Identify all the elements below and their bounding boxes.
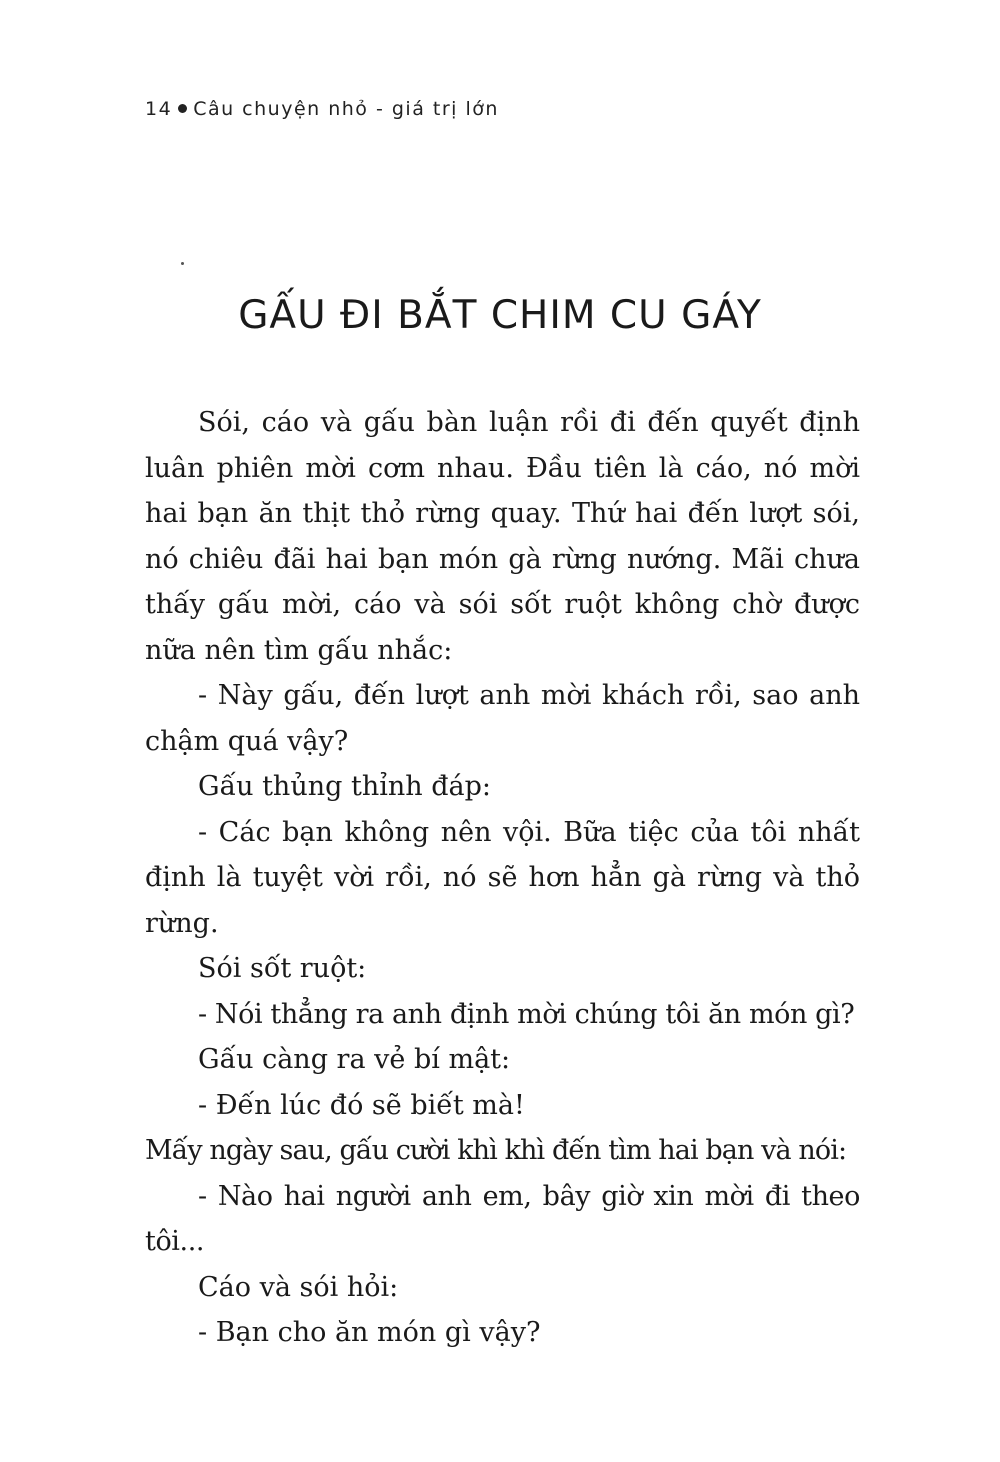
story-title: GẤU ĐI BẮT CHIM CU GÁY bbox=[238, 293, 762, 338]
story-paragraph: Mấy ngày sau, gấu cười khì khì đến tìm hai bạn và nói: bbox=[145, 1135, 847, 1166]
print-speck bbox=[181, 262, 184, 265]
story-body bbox=[145, 400, 860, 1356]
running-header bbox=[145, 98, 499, 120]
story-paragraph: - Đến lúc đó sẽ biết mà! bbox=[198, 1089, 525, 1121]
story-paragraph: - Nào hai người anh em, bây giờ xin mời đi theo tôi... bbox=[145, 1180, 860, 1257]
story-paragraph: Sói, cáo và gấu bàn luận rồi đi đến quyết định luân phiên mời cơm nhau. Đầu tiên là cáo, nó mời hai bạn ăn thịt thỏ rừng quay. Thứ hai đến lượt sói, nó chiêu đãi hai bạn món gà rừng nướng. Mãi chưa thấy gấu mời, cáo và sói sốt ruột không chờ được nữa nên tìm gấu nhắc: bbox=[145, 407, 860, 666]
story-paragraph: Gấu càng ra vẻ bí mật: bbox=[198, 1044, 511, 1075]
story-paragraph: - Bạn cho ăn món gì vậy? bbox=[198, 1317, 541, 1348]
story-paragraph: - Nói thẳng ra anh định mời chúng tôi ăn món gì? bbox=[198, 998, 855, 1030]
story-paragraph: - Này gấu, đến lượt anh mời khách rồi, sao anh chậm quá vậy? bbox=[145, 680, 860, 757]
story-paragraph: Cáo và sói hỏi: bbox=[198, 1271, 399, 1303]
book-title: Câu chuyện nhỏ - giá trị lớn bbox=[193, 98, 499, 120]
bullet-separator-icon bbox=[178, 104, 187, 113]
story-paragraph: - Các bạn không nên vội. Bữa tiệc của tôi nhất định là tuyệt vời rồi, nó sẽ hơn hẳn gà rừng và thỏ rừng. bbox=[145, 816, 860, 939]
story-paragraph: Sói sốt ruột: bbox=[198, 953, 367, 984]
page-number: 14 bbox=[145, 98, 173, 120]
story-paragraph: Gấu thủng thỉnh đáp: bbox=[198, 771, 491, 802]
